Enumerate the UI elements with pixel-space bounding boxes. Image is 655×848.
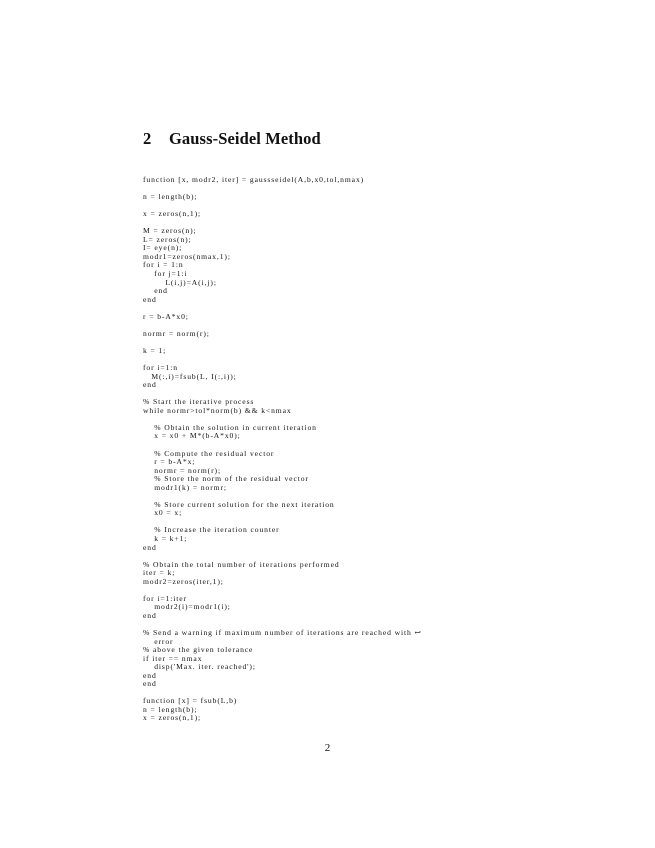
code-line: normr = norm(r); — [143, 465, 221, 475]
code-line: r = b-A*x0; — [143, 311, 189, 321]
code-line: L= zeros(n); — [143, 234, 192, 244]
code-line: k = k+1; — [143, 533, 188, 543]
section-title: Gauss-Seidel Method — [169, 129, 321, 148]
code-line: iter = k; — [143, 568, 176, 578]
code-line: % above the given tolerance — [143, 645, 254, 655]
code-line: M(:,i)=fsub(L, I(:,i)); — [143, 371, 237, 381]
code-line — [143, 355, 422, 364]
code-line: % Compute the residual vector — [143, 448, 275, 458]
code-line: % Increase the iteration counter — [143, 525, 280, 535]
code-line: end — [143, 294, 157, 304]
code-line: for j=1:i — [143, 269, 188, 279]
code-line: while normr>tol*norm(b) && k<nmax — [143, 405, 292, 415]
code-line: M = zeros(n); — [143, 226, 197, 236]
code-line: if iter == nmax — [143, 653, 203, 663]
code-line: % Obtain the total number of iterations performed — [143, 559, 340, 569]
code-listing — [143, 176, 422, 723]
code-line: end — [143, 380, 157, 390]
code-line: % Store current solution for the next iteration — [143, 499, 335, 509]
code-line: modr2=zeros(iter,1); — [143, 576, 224, 586]
code-line: end — [143, 286, 168, 296]
code-line: modr1=zeros(nmax,1); — [143, 251, 231, 261]
code-line: for i=1:n — [143, 363, 178, 373]
code-line: function [x, modr2, iter] = gaussseidel(A,b,x0,tol,nmax) — [143, 175, 365, 184]
code-line: L(i,j)=A(i,j); — [143, 277, 217, 287]
section-number: 2 — [143, 129, 152, 148]
section-heading — [143, 129, 321, 149]
code-line: % Send a warning if maximum number of iterations are reached with ↩ — [143, 627, 422, 637]
code-line: error — [143, 636, 174, 646]
code-line: n = length(b); — [143, 192, 198, 202]
code-line: end — [143, 679, 157, 689]
code-line: x0 = x; — [143, 508, 183, 518]
code-line: for i=1:iter — [143, 593, 187, 603]
code-line: x = x0 + M*(b-A*x0); — [143, 431, 241, 441]
code-line: % Start the iterative process — [143, 397, 255, 407]
code-line: end — [143, 670, 157, 680]
code-line: r = b-A*x; — [143, 457, 196, 467]
code-line: x = zeros(n,1); — [143, 209, 202, 219]
code-line: modr1(k) = normr; — [143, 482, 227, 492]
code-line: % Obtain the solution in current iteration — [143, 422, 317, 432]
code-line: I= eye(n); — [143, 243, 183, 253]
code-line: normr = norm(r); — [143, 328, 210, 338]
code-line: disp('Max. iter. reached'); — [143, 662, 256, 672]
code-line: modr2(i)=modr1(i); — [143, 602, 231, 612]
code-line: n = length(b); — [143, 704, 198, 714]
code-line: end — [143, 610, 157, 620]
code-line — [143, 338, 422, 347]
code-line: for i = 1:n — [143, 260, 184, 270]
code-line: end — [143, 542, 157, 552]
page-number: 2 — [324, 742, 331, 754]
code-line: x = zeros(n,1); — [143, 713, 202, 723]
code-line: k = 1; — [143, 345, 167, 355]
code-line: function [x] = fsub(L,b) — [143, 696, 238, 706]
code-line: % Store the norm of the residual vector — [143, 474, 309, 484]
